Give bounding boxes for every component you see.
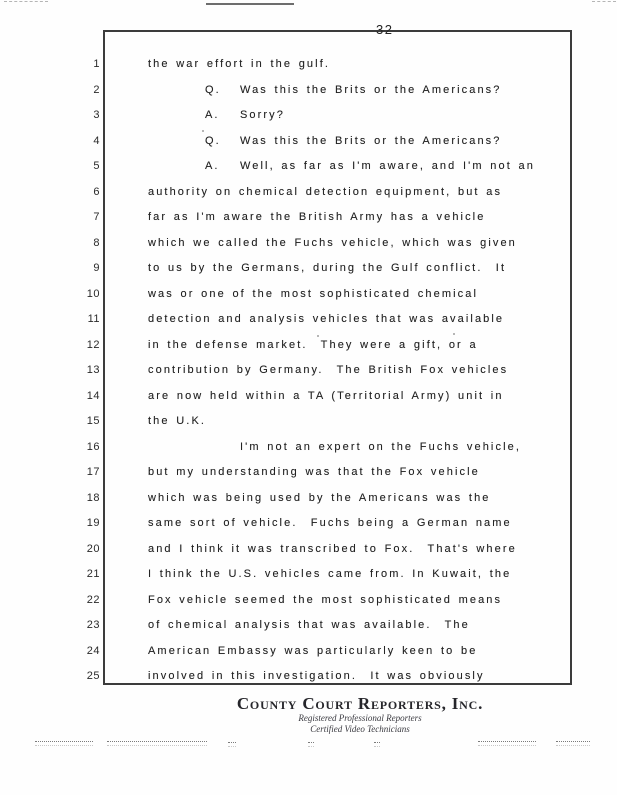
speaker-prefix: Q. bbox=[205, 83, 221, 96]
scan-artifact bbox=[308, 742, 314, 747]
line-text: Q. Was this the Brits or the Americans? bbox=[205, 78, 501, 104]
line-number: 20 bbox=[86, 542, 100, 555]
line-number: 22 bbox=[86, 593, 100, 606]
line-number: 17 bbox=[86, 466, 100, 478]
footer-company-name: County Court Reporters, Inc. bbox=[236, 694, 484, 713]
line-text: the war effort in the gulf. bbox=[148, 58, 331, 70]
line-text: contribution by Germany. The British Fox vehicles bbox=[148, 364, 509, 376]
scan-speck bbox=[202, 130, 204, 132]
footer-tagline-1: Registered Professional Reporters bbox=[298, 713, 422, 723]
transcript-line bbox=[0, 129, 617, 155]
line-text: and I think it was transcribed to Fox. That's where bbox=[148, 542, 517, 555]
line-text: authority on chemical detection equipment, but as bbox=[148, 185, 503, 198]
line-text: the U.K. bbox=[148, 415, 207, 427]
line-number: 18 bbox=[86, 491, 100, 504]
transcript-line bbox=[0, 205, 617, 231]
line-number: 6 bbox=[93, 185, 100, 198]
line-number: 12 bbox=[86, 338, 100, 351]
line-text: to us by the Germans, during the Gulf conflict. It bbox=[148, 262, 507, 274]
line-number: 8 bbox=[93, 236, 100, 249]
transcript-lines bbox=[0, 52, 617, 690]
line-text: Q. Was this the Brits or the Americans? bbox=[205, 129, 501, 155]
transcript-line bbox=[0, 435, 617, 461]
transcript-line bbox=[0, 180, 617, 206]
line-number: 10 bbox=[86, 287, 100, 300]
page-number: 32 bbox=[376, 22, 394, 37]
scan-artifact bbox=[556, 741, 590, 746]
transcript-line bbox=[0, 154, 617, 180]
scan-artifact bbox=[4, 1, 48, 2]
line-text: I think the U.S. vehicles came from. In Kuwait, the bbox=[148, 568, 512, 580]
line-text: which we called the Fuchs vehicle, which was given bbox=[148, 236, 517, 249]
line-number: 13 bbox=[86, 364, 100, 376]
scan-artifact bbox=[478, 741, 536, 746]
transcript-line bbox=[0, 588, 617, 614]
transcript-line bbox=[0, 52, 617, 78]
line-number: 23 bbox=[86, 619, 100, 631]
speaker-prefix: A. bbox=[205, 160, 220, 172]
line-number: 25 bbox=[86, 670, 100, 682]
transcript-line bbox=[0, 384, 617, 410]
transcript-line bbox=[0, 333, 617, 359]
transcript-line bbox=[0, 307, 617, 333]
line-number: 11 bbox=[87, 313, 100, 325]
line-number: 15 bbox=[86, 415, 100, 427]
line-text: are now held within a TA (Territorial Army) unit in bbox=[148, 389, 504, 402]
line-number: 24 bbox=[86, 644, 100, 657]
line-text: involved in this investigation. It was obviously bbox=[148, 670, 485, 682]
line-number: 5 bbox=[93, 160, 100, 172]
scan-speck bbox=[317, 335, 319, 337]
transcript-line bbox=[0, 460, 617, 486]
line-number: 2 bbox=[93, 83, 100, 96]
transcript-line bbox=[0, 664, 617, 690]
footer bbox=[130, 694, 590, 734]
line-text: I'm not an expert on the Fuchs vehicle, bbox=[240, 440, 521, 453]
transcript-line bbox=[0, 409, 617, 435]
transcript-line bbox=[0, 486, 617, 512]
transcript-line bbox=[0, 537, 617, 563]
scan-artifact bbox=[35, 741, 93, 746]
scan-artifact bbox=[374, 742, 380, 747]
footer-tagline-2: Certified Video Technicians bbox=[310, 723, 410, 734]
speaker-prefix: Q. bbox=[205, 134, 221, 147]
transcript-line bbox=[0, 78, 617, 104]
line-text: A. Well, as far as I'm aware, and I'm not an bbox=[205, 154, 535, 180]
transcript-line bbox=[0, 358, 617, 384]
line-text: which was being used by the Americans was the bbox=[148, 491, 491, 504]
transcript-line bbox=[0, 256, 617, 282]
line-text: A. Sorry? bbox=[205, 103, 285, 129]
speaker-prefix: A. bbox=[205, 109, 220, 121]
line-text: in the defense market. They were a gift, or a bbox=[148, 338, 478, 351]
transcript-line bbox=[0, 511, 617, 537]
transcript-line bbox=[0, 231, 617, 257]
line-number: 9 bbox=[93, 262, 100, 274]
scan-artifact bbox=[107, 741, 207, 746]
line-text: far as I'm aware the British Army has a vehicle bbox=[148, 211, 486, 223]
line-number: 21 bbox=[86, 568, 100, 580]
transcript-line bbox=[0, 613, 617, 639]
line-number: 19 bbox=[86, 517, 100, 529]
line-text: Fox vehicle seemed the most sophisticated means bbox=[148, 593, 503, 606]
scan-artifact bbox=[228, 742, 236, 747]
scan-artifact bbox=[592, 1, 616, 2]
transcript-line bbox=[0, 639, 617, 665]
line-text: American Embassy was particularly keen to be bbox=[148, 644, 478, 657]
line-text: was or one of the most sophisticated chemical bbox=[148, 287, 479, 300]
transcript-line bbox=[0, 562, 617, 588]
line-number: 1 bbox=[93, 58, 100, 70]
line-text: but my understanding was that the Fox vehicle bbox=[148, 466, 480, 478]
scan-speck bbox=[453, 333, 455, 335]
line-number: 7 bbox=[93, 211, 100, 223]
scan-artifact bbox=[206, 3, 294, 5]
line-number: 3 bbox=[93, 109, 100, 121]
transcript-line bbox=[0, 103, 617, 129]
line-text: of chemical analysis that was available. The bbox=[148, 619, 470, 631]
transcript-line bbox=[0, 282, 617, 308]
line-number: 14 bbox=[86, 389, 100, 402]
line-number: 4 bbox=[93, 134, 100, 147]
line-number: 16 bbox=[86, 440, 100, 453]
line-text: detection and analysis vehicles that was available bbox=[148, 313, 505, 325]
line-text: same sort of vehicle. Fuchs being a German name bbox=[148, 517, 512, 529]
